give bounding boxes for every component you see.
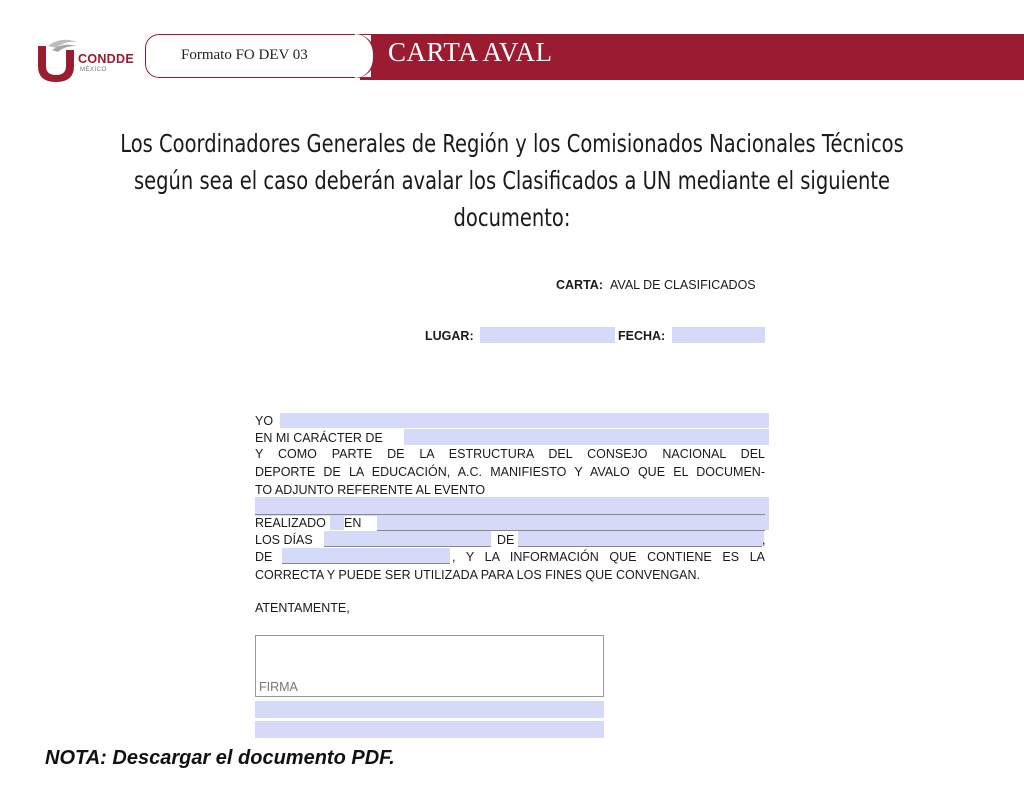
los-dias-label: LOS DÍAS [255,533,313,547]
en-label: EN [344,516,377,530]
fecha-label: FECHA: [618,329,666,343]
realizado-band [255,515,769,530]
page-title: CARTA AVAL [388,37,553,67]
yo-label: YO [255,414,274,428]
comma: , [762,533,766,547]
logo-text: CONDDE [78,52,134,66]
format-label: Formato FO DEV 03 [181,47,308,63]
firma-label: FIRMA [259,680,298,694]
yo-field[interactable] [280,413,769,428]
caracter-field[interactable] [404,429,769,445]
logo-subtext: MÉXICO [80,67,107,73]
intro-line: documento: [453,203,571,232]
dias-field[interactable] [324,531,491,546]
intro-paragraph [0,125,1024,236]
form-text-line: Y COMO PARTE DE LA ESTRUCTURA DEL CONSEJO NACIONAL DEL [255,447,765,461]
underline [324,546,491,547]
form-text-line: , Y LA INFORMACIÓN QUE CONTIENE ES LA [452,550,765,564]
signature-box[interactable] [255,635,604,697]
form-text-line: CORRECTA Y PUEDE SER UTILIZADA PARA LOS FINES QUE CONVENGAN. [255,568,701,582]
intro-line: Los Coordinadores Generales de Región y los Comisionados Nacionales Técnicos [120,129,904,158]
intro-line: según sea el caso deberán avalar los Clasificados a UN mediante el siguiente [133,166,890,195]
note-text: NOTA: Descargar el documento PDF. [45,747,395,769]
name-field[interactable] [255,701,604,718]
de-label: DE [255,550,273,564]
carta-label: CARTA: [556,278,603,292]
lugar-label: LUGAR: [425,329,474,343]
form-text-line: DEPORTE DE LA EDUCACIÓN, A.C. MANIFIESTO Y AVALO QUE EL DOCUMEN- [255,465,765,479]
fecha-field[interactable] [672,327,765,343]
carta-value: AVAL DE CLASIFICADOS [610,278,756,292]
de-label: DE [497,533,515,547]
realizado-label: REALIZADO [255,516,330,530]
mes-field[interactable] [518,531,764,546]
underline [282,563,450,564]
caracter-label: EN MI CARÁCTER DE [255,431,383,445]
underline [518,546,762,547]
position-field[interactable] [255,721,604,738]
form-text-line: TO ADJUNTO REFERENTE AL EVENTO [255,483,486,497]
lugar-field[interactable] [480,327,615,343]
evento-field[interactable] [255,497,769,515]
anio-field[interactable] [282,548,450,563]
atentamente-label: ATENTAMENTE, [255,601,350,615]
